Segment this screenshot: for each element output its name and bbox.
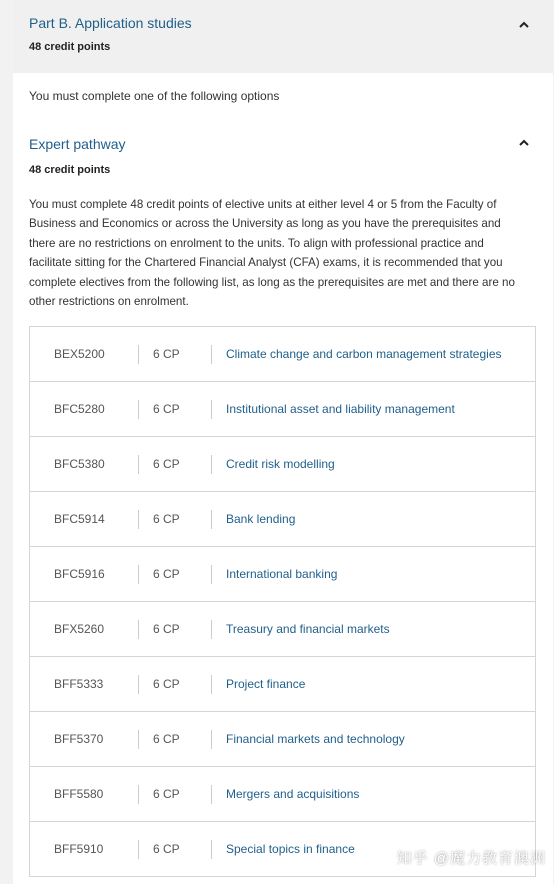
unit-code: BFF5580: [54, 787, 104, 802]
pathway-credits: 48 credit points: [29, 164, 111, 176]
unit-table: [29, 326, 536, 877]
course-structure-panel: [13, 0, 553, 884]
table-row: [30, 382, 535, 437]
unit-name-link[interactable]: Institutional asset and liability management: [226, 402, 455, 417]
unit-credit-points: 6 CP: [153, 402, 180, 417]
unit-name-link[interactable]: Treasury and financial markets: [226, 622, 390, 637]
unit-code: BFF5370: [54, 732, 104, 747]
part-b-body: [13, 73, 553, 877]
part-b-header[interactable]: [13, 0, 553, 73]
unit-credit-points: 6 CP: [153, 732, 180, 747]
expert-pathway-header[interactable]: [29, 136, 537, 176]
unit-code: BFC5916: [54, 567, 105, 582]
table-row: [30, 657, 535, 712]
unit-credit-points: 6 CP: [153, 457, 180, 472]
unit-name-link[interactable]: Credit risk modelling: [226, 457, 335, 472]
unit-code: BFC5280: [54, 402, 105, 417]
unit-name-link[interactable]: Project finance: [226, 677, 306, 692]
table-row: [30, 437, 535, 492]
unit-credit-points: 6 CP: [153, 787, 180, 802]
chevron-up-icon[interactable]: [517, 136, 531, 150]
unit-name-link[interactable]: Special topics in finance: [226, 842, 355, 857]
part-intro: You must complete one of the following options: [29, 89, 280, 103]
unit-code: BFF5333: [54, 677, 104, 692]
unit-credit-points: 6 CP: [153, 512, 180, 527]
table-row: [30, 602, 535, 657]
table-row: [30, 547, 535, 602]
unit-name-link[interactable]: Financial markets and technology: [226, 732, 405, 747]
unit-credit-points: 6 CP: [153, 347, 180, 362]
pathway-title: Expert pathway: [29, 136, 126, 152]
unit-name-link[interactable]: International banking: [226, 567, 338, 582]
part-credits: 48 credit points: [29, 41, 111, 53]
unit-name-link[interactable]: Climate change and carbon management strategies: [226, 347, 502, 362]
unit-code: BEX5200: [54, 347, 105, 362]
unit-code: BFX5260: [54, 622, 105, 637]
pathway-description: You must complete 48 credit points of elective units at either level 4 or 5 from the Faculty of Business and Economics or across the University as long as you have the prerequisites and there are no restrictions on enrolment to the units. To align with professional practice and facilitate sitting for the Chartered Financial Analyst (CFA) exams, it is recommended that you complete electives from the following list, as long as the prerequisites are met and there are no other restrictions on enrolment.: [29, 198, 515, 309]
part-title: Part B. Application studies: [29, 15, 192, 31]
table-row: [30, 492, 535, 547]
table-row: [30, 767, 535, 822]
table-row: [30, 327, 535, 382]
unit-credit-points: 6 CP: [153, 842, 180, 857]
unit-code: BFC5914: [54, 512, 105, 527]
watermark: 知乎 @魔力教育澳洲: [396, 850, 546, 867]
unit-code: BFC5380: [54, 457, 105, 472]
unit-name-link[interactable]: Bank lending: [226, 512, 296, 527]
unit-name-link[interactable]: Mergers and acquisitions: [226, 787, 360, 802]
unit-credit-points: 6 CP: [153, 677, 180, 692]
table-row: [30, 712, 535, 767]
unit-credit-points: 6 CP: [153, 622, 180, 637]
unit-code: BFF5910: [54, 842, 104, 857]
chevron-up-icon[interactable]: [517, 18, 531, 32]
unit-credit-points: 6 CP: [153, 567, 180, 582]
